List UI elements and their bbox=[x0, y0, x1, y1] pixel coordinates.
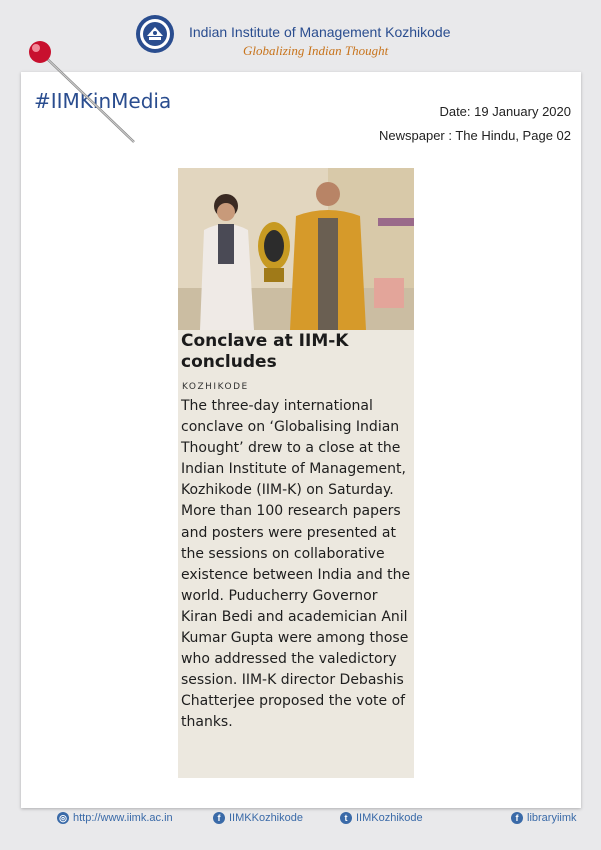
footer-facebook-link[interactable] bbox=[213, 812, 303, 824]
footer-library-link[interactable] bbox=[511, 812, 577, 824]
article-dateline: KOZHIKODE bbox=[182, 382, 249, 392]
push-pin-icon bbox=[12, 30, 162, 160]
footer-twitter-link[interactable] bbox=[340, 812, 423, 824]
twitter-icon: t bbox=[340, 812, 352, 824]
footer-twitter: IIMKozhikode bbox=[356, 812, 423, 824]
article-body: The three-day international conclave on ‘Globalising Indian Thought’ drew to a close at the Indian Institute of Management, Kozhikode (IIM-K) on Saturday. More than 100 research papers and posters were presented at the sessions on collaborative existence between India and the world. Puducherry Governor Kiran Bedi and academician Anil Kumar Gupta were among those who addressed the valedictory session. IIM-K director Debashis Chatterjee proposed the vote of thanks. bbox=[181, 398, 411, 731]
footer-website: http://www.iimk.ac.in bbox=[73, 812, 173, 824]
facebook-icon: f bbox=[213, 812, 225, 824]
footer-facebook: IIMKKozhikode bbox=[229, 812, 303, 824]
footer bbox=[0, 812, 601, 832]
institute-name: Indian Institute of Management Kozhikode bbox=[189, 24, 451, 40]
newspaper-line: Newspaper : The Hindu, Page 02 bbox=[379, 128, 571, 143]
article-headline: Conclave at IIM-K concludes bbox=[181, 331, 349, 372]
globe-icon: ◎ bbox=[57, 812, 69, 824]
footer-library: libraryiimk bbox=[527, 812, 577, 824]
institute-tagline: Globalizing Indian Thought bbox=[243, 43, 389, 58]
newspaper-clipping bbox=[178, 168, 414, 778]
event-photo bbox=[178, 168, 414, 330]
facebook-icon: f bbox=[511, 812, 523, 824]
hashtag-label: #IIMKinMedia bbox=[34, 89, 172, 113]
date-line: Date: 19 January 2020 bbox=[439, 104, 571, 119]
footer-website-link[interactable] bbox=[57, 812, 173, 824]
